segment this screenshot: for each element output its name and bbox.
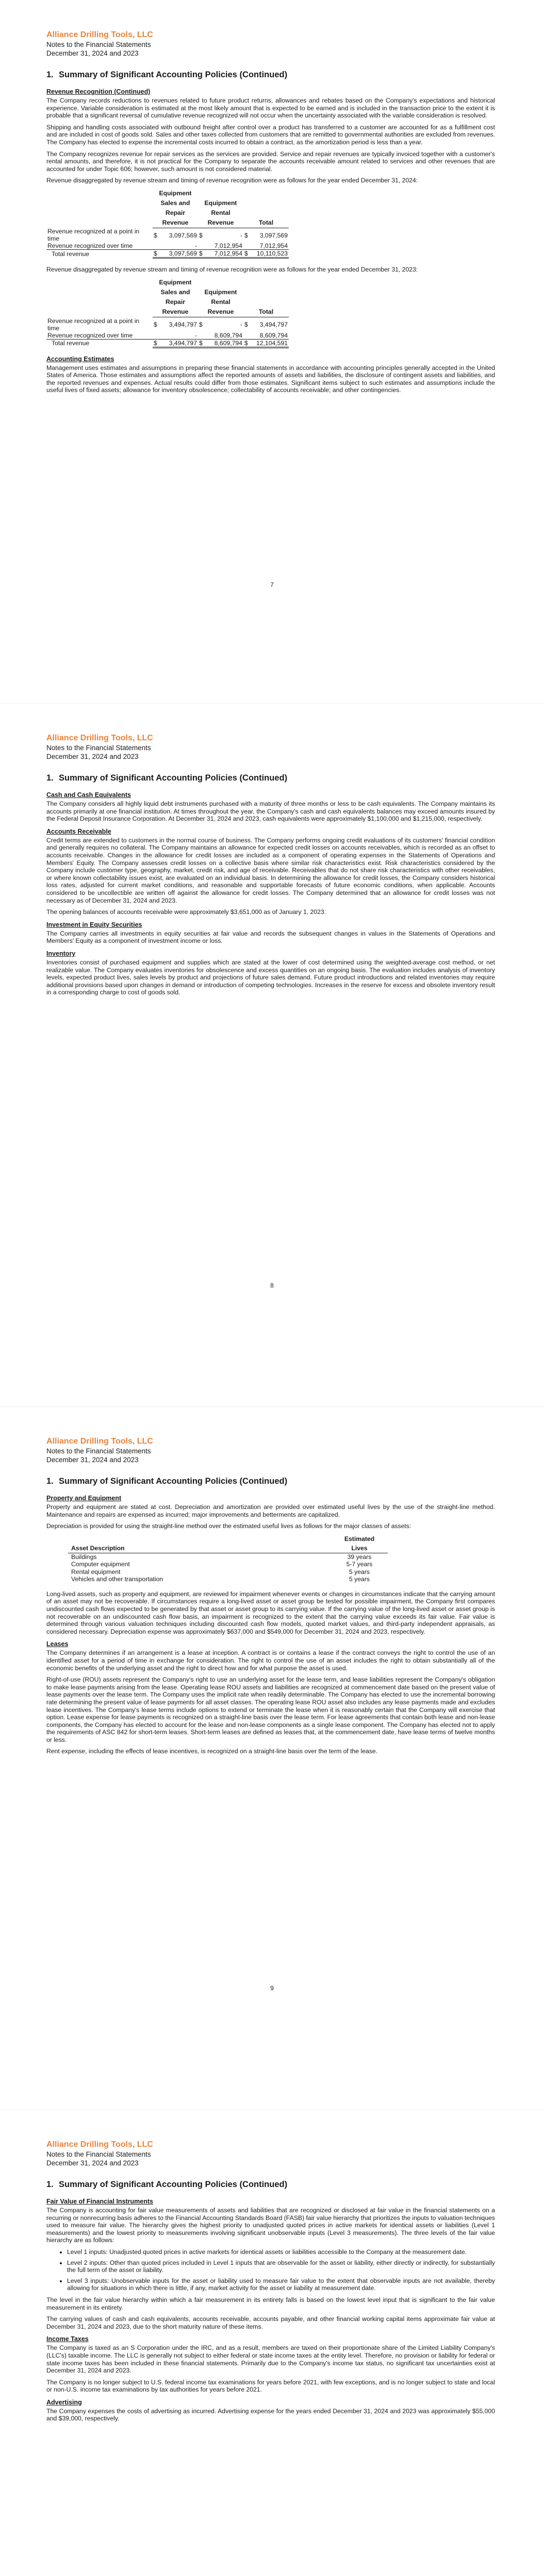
col-total: Total: [243, 278, 289, 317]
period: December 31, 2024 and 2023: [46, 2159, 139, 2167]
list-item: • Level 3 inputs: Unobservable inputs for the asset or liability used to measure fair value to the extent that observable inputs are not available, thereby allowing for situations in which there is little, if any, market activity for the asset or liability at measurement date.: [67, 2277, 495, 2292]
cash-equivalents-title: Cash and Cash Equivalents: [46, 791, 131, 799]
revenue-table-2024: [46, 189, 289, 259]
revenue-recognition-title: Revenue Recognition (Continued): [46, 88, 151, 95]
paragraph: Revenue disaggregated by revenue stream and timing of revenue recognition were as follows for the year ended December 31, 2024:: [46, 177, 418, 184]
section-heading: 1. Summary of Significant Accounting Policies (Continued): [46, 2180, 288, 2189]
paragraph: Shipping and handling costs associated with outbound freight after control over a product has transferred to a customer are accounted for as a fulfillment cost and are included in cost of goods sold. Sales and other taxes collected from customers that are remitted to governmental authorities are excluded from revenues. The Company has elected to expense the incremental costs incurred to obtain a contract, as the amortization period is less than a year.: [46, 123, 495, 146]
notes-title: Notes to the Financial Statements: [46, 744, 151, 752]
paragraph: The level in the fair value hierarchy within which a fair measurement in its entirety falls is based on the lowest level input that is significant to the fair value measurement in its entirety.: [46, 2296, 495, 2311]
col-equipment-sales: Equipment Sales and Repair Revenue: [153, 278, 198, 317]
paragraph: The opening balances of accounts receivable were approximately $3,651,000 as of January 1, 2023.: [46, 908, 326, 916]
col-estimated-lives: Estimated Lives: [331, 1534, 388, 1553]
col-equipment-rental: Equipment Rental Revenue: [198, 278, 243, 317]
inventory-title: Inventory: [46, 950, 76, 957]
paragraph: Long-lived assets, such as property and equipment, are reviewed for impairment whenever events or changes in circumstances indicate that the carrying amount of an asset may not be recoverable. If circumstances require a long-lived asset or asset group be tested for possible impairment, the Company first compares undiscounted cash flows expected to be generated by that asset or asset group to its carrying value. If the carrying value of the long-lived asset or asset group is not recoverable on an undiscounted cash flow basis, an impairment is recognized to the extent that the carrying value exceeds its fair value. Fair value is determined through various valuation techniques including discounted cash flow models, quoted market values, and third-party independent appraisals, as considered necessary. Depreciation expense was approximately $637,000 and $549,000 for December 31, 2024 and 2023, respectively.: [46, 1590, 495, 1635]
paragraph: The Company is no longer subject to U.S. federal income tax examinations for years before 2021, with few exceptions, and is no longer subject to state and local or non-U.S. income tax examinations by tax authorities for years before 2021.: [46, 2378, 495, 2394]
period: December 31, 2024 and 2023: [46, 49, 139, 57]
fair-value-title: Fair Value of Financial Instruments: [46, 2198, 153, 2205]
paragraph: Inventories consist of purchased equipment and supplies which are stated at the lower of cost determined using the weighted-average cost method, or net realizable value. The Company evaluates inventories for obsolescence and excess quantities on an ongoing basis. The evaluation includes analysis of inventory levels, expected product lives, sales levels by product and projections of future sales demand. Future product introductions and related inventories may require additional provisions based upon changes in demand or introduction of competing technologies. Increases in the reserve for excess and obsolete inventory result in a corresponding charge to cost of goods sold.: [46, 958, 495, 996]
page-number: 9: [270, 1985, 274, 1992]
table-row-total: Total revenue $ 3,494,797 $ 8,609,794 $ 12,104,591: [46, 339, 289, 347]
section-heading: 1. Summary of Significant Accounting Policies (Continued): [46, 1477, 288, 1486]
paragraph: Right-of-use (ROU) assets represent the Company's right to use an underlying asset for the lease term, and lease liabilities represent the Company's obligation to make lease payments arising from the lease. Operating lease ROU assets and liabilities are recognized at commencement date based on the present value of lease payments over the lease term. The Company uses the implicit rate when readily determinable. The Company has elected to use the incremental borrowing rate determining the present value of lease payments for all asset classes. The operating lease ROU asset also includes any lease payments made and excludes lease incentives. The Company's lease terms include options to extend or terminate the lease when it is reasonably certain that the Company will exercise that option. Lease expense for lease payments is recognized on a straight-line basis over the lease term. For lease agreements that contain both lease and non-lease components, the Company has elected to account for the lease and non-lease components as a single lease component. The Company has elected not to apply the requirements of ASC 842 for short-term leases. Short-term leases are defined as leases that, at the commencement date, have lease terms of twelve months or less.: [46, 1676, 495, 1743]
accounting-estimates-title: Accounting Estimates: [46, 355, 114, 363]
period: December 31, 2024 and 2023: [46, 753, 139, 760]
paragraph: The carrying values of cash and cash equivalents, accounts receivable, accounts payable, and other financial working capital items approximate fair value at December 31, 2024 and 2023, due to the short maturity nature of these items.: [46, 2315, 495, 2330]
paragraph: The Company recognizes revenue for repair services as the services are provided. Service and repair revenues are typically invoiced together with a customer's rental amounts, and therefore, it is not practical for the Company to separate the accounts receivable amount related to services and other revenues that are accounted for under Topic 606; however, such amount is not considered material.: [46, 150, 495, 173]
table-row: Buildings 39 years: [71, 1553, 372, 1561]
fair-value-levels-list: [46, 2248, 495, 2292]
period: December 31, 2024 and 2023: [46, 1456, 139, 1464]
advertising-title: Advertising: [46, 2398, 82, 2406]
table-row: Rental equipment 5 years: [71, 1568, 370, 1575]
table-row: Vehicles and other transportation 5 years: [71, 1575, 370, 1583]
paragraph: Revenue disaggregated by revenue stream and timing of revenue recognition were as follows for the year ended December 31, 2023:: [46, 266, 418, 274]
col-equipment-rental: Equipment Rental Revenue: [198, 189, 243, 228]
paragraph: The Company is accounting for fair value measurements of assets and liabilities that are recognized or disclosed at fair value in the financial statements on a recurring or nonrecurring basis adheres to the Financial Accounting Standards Board (FASB) fair value hierarchy that prioritizes the inputs to valuation techniques used to measure fair value. The hierarchy gives the highest priority to unadjusted quoted prices in active markets for identical assets or liabilities (Level 1 measurements) and the lowest priority to measurements involving significant unobservable inputs (Level 3 measurements). The three levels of the fair value hierarchy are as follows:: [46, 2207, 495, 2244]
property-equipment-title: Property and Equipment: [46, 1495, 122, 1502]
paragraph: Depreciation is provided for using the straight-line method over the estimated useful lives as follows for the major classes of assets:: [46, 1522, 411, 1530]
company-name: Alliance Drilling Tools, LLC: [46, 30, 153, 39]
paragraph: Rent expense, including the effects of lease incentives, is recognized on a straight-line basis over the term of the lease.: [46, 1748, 378, 1755]
company-name: Alliance Drilling Tools, LLC: [46, 734, 153, 742]
depreciation-table: [68, 1534, 388, 1583]
page-7: [0, 0, 544, 703]
table-row-total: Total revenue $ 3,097,569 $ 7,012,954 $ 10,110,523: [46, 250, 289, 258]
paragraph: Property and equipment are stated at cost. Depreciation and amortization are provided over estimated useful lives by the use of the straight-line method. Maintenance and repairs are expensed as incurred; major improvements and betterments are capitalized.: [46, 1503, 495, 1518]
paragraph: The Company records reductions to revenues related to future product returns, allowances and rebates based on the Company's expectations and historical experience. Variable consideration is estimated at the most likely amount that is expected to be earned and is included in the transaction price to the extent it is probable that a significant reversal of cumulative revenue recognized will not occur when the uncertainty associated with the variable consideration is resolved.: [46, 97, 495, 120]
notes-title: Notes to the Financial Statements: [46, 41, 151, 48]
income-taxes-title: Income Taxes: [46, 2335, 89, 2343]
page-9: [0, 1406, 544, 2110]
col-equipment-sales: Equipment Sales and Repair Revenue: [153, 189, 198, 228]
section-heading: 1. Summary of Significant Accounting Policies (Continued): [46, 773, 288, 783]
col-total: Total: [243, 189, 289, 228]
company-name: Alliance Drilling Tools, LLC: [46, 2140, 153, 2149]
paragraph: The Company determines if an arrangement is a lease at inception. A contract is or contains a lease if the contract conveys the right to control the use of an identified asset for a period of time in exchange for consideration. The right to control the use of an asset includes the right to obtain substantially all of the economic benefits of the underlying asset and the right to direct how and for what purpose the asset is used.: [46, 1649, 495, 1672]
page-10: [0, 2110, 544, 2576]
col-asset-description: Asset Description: [68, 1534, 331, 1553]
table-row: Computer equipment 5-7 years: [71, 1561, 373, 1568]
table-row: Revenue recognized over time - 7,012,954 7,012,954: [47, 242, 288, 250]
page-number: 7: [270, 581, 274, 588]
page-8: [0, 703, 544, 1406]
revenue-table-2023: [46, 278, 289, 348]
section-heading: 1. Summary of Significant Accounting Policies (Continued): [46, 70, 288, 79]
paragraph: The Company is taxed as an S Corporation under the IRC, and as a result, members are taxed on their proportionate share of the Limited Liability Company's (LLC's) taxable income. The LLC is generally not subject to either federal or state income taxes at the entity level. Therefore, no provision or liability for federal or state income taxes has been included in these financial statements. Primarily due to the Company's income tax status, no significant tax uncertainties exist at December 31, 2024 and 2023.: [46, 2344, 495, 2375]
paragraph: The Company carries all investments in equity securities at fair value and records the subsequent changes in values in the Statements of Operations and Members' Equity as a component of investment income or loss.: [46, 929, 495, 945]
paragraph: The Company considers all highly liquid debt instruments purchased with a maturity of three months or less to be cash equivalents. The Company maintains its accounts primarily at one financial institution. At times throughout the year, the Company's cash and cash equivalents balances may exceed amounts insured by the Federal Deposit Insurance Corporation. At December 31, 2024 and 2023, cash equivalents were approximately $1,100,000 and $1,215,000, respectively.: [46, 800, 495, 823]
list-item: • Level 2 inputs: Other than quoted prices included in Level 1 inputs that are observable for the asset or liability, either directly or indirectly, for substantially the full term of the asset or liability.: [67, 2259, 495, 2274]
notes-title: Notes to the Financial Statements: [46, 1447, 151, 1455]
page-number: 8: [270, 1282, 274, 1289]
table-row: Revenue recognized over time - 8,609,794 8,609,794: [47, 331, 288, 339]
accounts-receivable-title: Accounts Receivable: [46, 827, 111, 835]
paragraph: Credit terms are extended to customers in the normal course of business. The Company performs ongoing credit evaluations of its customers' financial condition and generally requires no collateral. The Company maintains an allowance for expected credit losses on accounts receivables, which is recorded as an offset to accounts receivable. Changes in the allowance for credit losses are included as a component of operating expenses in the Statements of Operations and Members' Equity. The Company assesses credit losses on a collective basis where similar risk characteristics exist. Risk characteristics considered by the Company include customer type, geography, market, credit risk, and age of receivable. Receivables that do not share risk characteristics with other receivables, or where known collectability issues exist, are evaluated on an individual basis. In determining the allowance for credit losses, the Company considers historical loss rates, adjusted for current market conditions, and reasonable and supportable forecasts of future economic conditions, when applicable. Accounts considered to be uncollectible are written off against the allowance for credit losses. The Company determined that an allowance for credit losses was not necessary as of December 31, 2024 and 2023.: [46, 836, 495, 904]
paragraph: The Company expenses the costs of advertising as incurred. Advertising expense for the years ended December 31, 2024 and 2023 was approximately $55,000 and $39,000, respectively.: [46, 2407, 495, 2422]
table-row: Revenue recognized at a point in time $ 3,097,569 $ - $ 3,097,569: [47, 228, 288, 243]
leases-title: Leases: [46, 1640, 69, 1648]
table-row: Revenue recognized at a point in time $ 3,494,797 $ - $ 3,494,797: [47, 317, 288, 332]
notes-title: Notes to the Financial Statements: [46, 2150, 151, 2158]
company-name: Alliance Drilling Tools, LLC: [46, 1437, 153, 1446]
paragraph: Management uses estimates and assumptions in preparing these financial statements in accordance with accounting principles generally accepted in the United States of America. Those estimates and assumptions affect the reported amounts of assets and liabilities, the disclosure of contingent assets and liabilities, and the reported revenues and expenses. Actual results could differ from those estimates. Significant items subject to such estimates and assumptions include the useful lives of fixed assets; allowance for inventory obsolescence; collectability of accounts receivable; and other contingencies.: [46, 364, 495, 394]
equity-securities-title: Investment in Equity Securities: [46, 921, 142, 928]
list-item: • Level 1 inputs: Unadjusted quoted prices in active markets for identical assets or liabilities accessible to the Company at the measurement date.: [67, 2248, 495, 2256]
